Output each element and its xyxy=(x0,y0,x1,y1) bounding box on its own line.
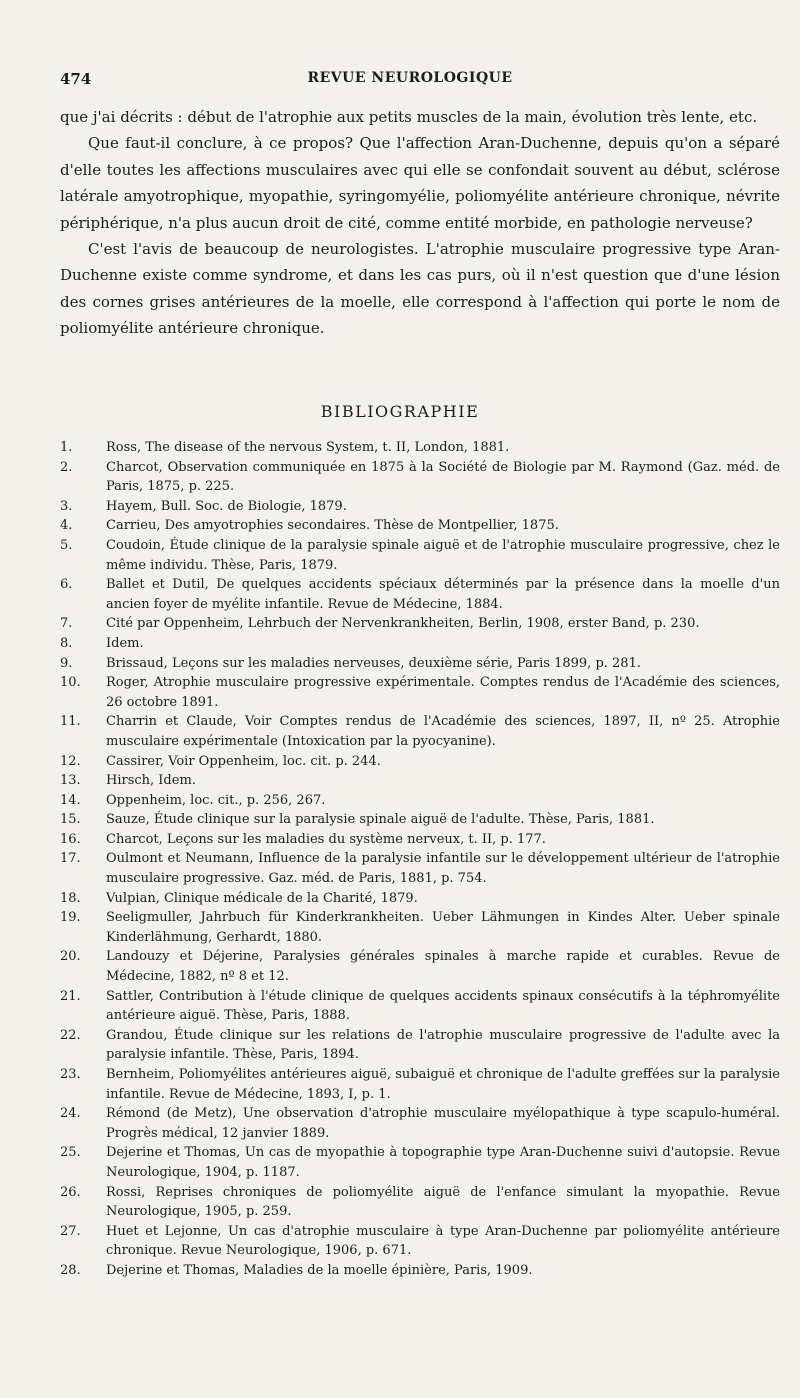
reference-text: Oulmont et Neumann, Influence de la paralysie infantile sur le développement ultérieur de l'atrophie musculaire progressive. Gaz. méd. de Paris, 1881, p. 754. xyxy=(106,851,780,887)
reference-item xyxy=(60,536,780,575)
reference-item xyxy=(60,516,780,536)
page-number: 474 xyxy=(60,70,92,88)
reference-number: 9. xyxy=(60,655,73,671)
reference-list xyxy=(60,438,780,1281)
reference-item xyxy=(60,614,780,634)
reference-text: Landouzy et Déjerine, Paralysies générales spinales à marche rapide et curables. Revue de Médecine, 1882, nº 8 et 12. xyxy=(106,949,780,985)
reference-text: Dejerine et Thomas, Un cas de myopathie à topographie type Aran-Duchenne suivi d'autopsie. Revue Neurologique, 1904, p. 1187. xyxy=(106,1145,780,1180)
reference-item xyxy=(60,712,780,751)
reference-text: Oppenheim, loc. cit., p. 256, 267. xyxy=(106,792,326,808)
reference-number: 11. xyxy=(60,714,81,730)
reference-item xyxy=(60,497,780,517)
reference-number: 28. xyxy=(60,1262,81,1278)
reference-number: 10. xyxy=(60,675,81,691)
reference-item xyxy=(60,947,780,986)
reference-number: 15. xyxy=(60,812,81,828)
reference-text: Coudoin, Étude clinique de la paralysie spinale aiguë et de l'atrophie musculaire progressive, chez le même individu. Thèse, Paris, 1879. xyxy=(106,537,780,573)
reference-item xyxy=(60,1183,780,1222)
reference-text: Hirsch, Idem. xyxy=(106,773,196,789)
reference-item xyxy=(60,908,780,947)
reference-item xyxy=(60,438,780,458)
reference-number: 12. xyxy=(60,753,81,769)
body-text xyxy=(60,104,780,342)
reference-item xyxy=(60,889,780,909)
reference-text: Cassirer, Voir Oppenheim, loc. cit. p. 244. xyxy=(106,753,381,769)
reference-item xyxy=(60,575,780,614)
reference-text: Seeligmuller, Jahrbuch für Kinderkrankheiten. Ueber Lähmungen in Kindes Alter. Ueber spinale Kinderlähmung, Gerhardt, 1880. xyxy=(106,910,780,945)
bibliography-title: BIBLIOGRAPHIE xyxy=(320,402,480,421)
reference-text: Huet et Lejonne, Un cas d'atrophie musculaire à type Aran-Duchenne par poliomyélite antérieure chronique. Revue Neurologique, 1906, p. 671. xyxy=(106,1223,780,1259)
reference-item xyxy=(60,849,780,888)
reference-text: Roger, Atrophie musculaire progressive expérimentale. Comptes rendus de l'Académie des sciences, 26 octobre 1891. xyxy=(106,675,780,710)
reference-text: Idem. xyxy=(106,635,144,651)
reference-item xyxy=(60,673,780,712)
page-header xyxy=(60,70,760,90)
reference-item xyxy=(60,1104,780,1143)
reference-number: 6. xyxy=(60,577,73,593)
reference-number: 20. xyxy=(60,949,81,965)
reference-text: Cité par Oppenheim, Lehrbuch der Nervenkrankheiten, Berlin, 1908, erster Band, p. 230. xyxy=(106,616,700,632)
reference-item xyxy=(60,830,780,850)
reference-number: 7. xyxy=(60,616,73,632)
reference-number: 19. xyxy=(60,910,81,926)
reference-text: Vulpian, Clinique médicale de la Charité, 1879. xyxy=(106,890,418,906)
reference-item xyxy=(60,1261,780,1281)
reference-number: 27. xyxy=(60,1223,81,1239)
reference-number: 14. xyxy=(60,792,81,808)
reference-number: 21. xyxy=(60,988,81,1004)
reference-text: Carrieu, Des amyotrophies secondaires. Thèse de Montpellier, 1875. xyxy=(106,518,559,534)
reference-text: Rémond (de Metz), Une observation d'atrophie musculaire myélopathique à type scapulo-huméral. Progrès médical, 12 janvier 1889. xyxy=(106,1106,780,1141)
reference-item xyxy=(60,987,780,1026)
reference-text: Grandou, Étude clinique sur les relations de l'atrophie musculaire progressive de l'adulte avec la paralysie infantile. Thèse, Paris, 1894. xyxy=(106,1027,780,1063)
reference-item xyxy=(60,1222,780,1261)
reference-item xyxy=(60,791,780,811)
reference-text: Dejerine et Thomas, Maladies de la moelle épinière, Paris, 1909. xyxy=(106,1262,533,1278)
paragraph: Que faut-il conclure, à ce propos? Que l'affection Aran-Duchenne, depuis qu'on a séparé d'elle toutes les affections musculaires avec qui elle se confondait souvent au début, sclérose latérale amyotrophique, myopathie, syringomyélie, poliomyélite antérieure chronique, névrite périphérique, n'a plus aucun droit de cité, comme entité morbide, en pathologie nerveuse? xyxy=(60,134,780,232)
reference-number: 23. xyxy=(60,1067,81,1082)
reference-number: 4. xyxy=(60,518,73,534)
reference-text: Charcot, Observation communiquée en 1875 à la Société de Biologie par M. Raymond (Gaz. méd. de Paris, 1875, p. 225. xyxy=(106,459,780,495)
paragraph: C'est l'avis de beaucoup de neurologistes. L'atrophie musculaire progressive type Aran-Duchenne existe comme syndrome, et dans les cas purs, où il n'est question que d'une lésion des cornes grises antérieures de la moelle, elle correspond à l'affection qui porte le nom de poliomyélite antérieure chronique. xyxy=(60,240,780,338)
reference-number: 18. xyxy=(60,890,81,906)
reference-number: 1. xyxy=(60,440,73,455)
reference-number: 3. xyxy=(60,498,73,514)
reference-item xyxy=(60,1143,780,1182)
reference-number: 24. xyxy=(60,1106,81,1122)
reference-item xyxy=(60,1026,780,1065)
reference-item xyxy=(60,634,780,654)
reference-number: 2. xyxy=(60,459,73,475)
reference-text: Hayem, Bull. Soc. de Biologie, 1879. xyxy=(106,498,347,514)
paragraph: que j'ai décrits : début de l'atrophie aux petits muscles de la main, évolution très lente, etc. xyxy=(60,108,758,126)
reference-number: 25. xyxy=(60,1145,81,1161)
reference-text: Rossi, Reprises chroniques de poliomyélite aiguë de l'enfance simulant la myopathie. Revue Neurologique, 1905, p. 259. xyxy=(106,1184,780,1220)
reference-text: Charcot, Leçons sur les maladies du système nerveux, t. II, p. 177. xyxy=(106,831,546,847)
reference-number: 5. xyxy=(60,537,73,553)
reference-item xyxy=(60,1065,780,1104)
reference-number: 17. xyxy=(60,851,81,867)
reference-number: 26. xyxy=(60,1184,81,1200)
reference-text: Sauze, Étude clinique sur la paralysie spinale aiguë de l'adulte. Thèse, Paris, 1881. xyxy=(106,812,655,828)
reference-number: 16. xyxy=(60,831,81,847)
reference-text: Charrin et Claude, Voir Comptes rendus de l'Académie des sciences, 1897, II, nº 25. Atrophie musculaire expérimentale (Intoxication par la pyocyanine). xyxy=(106,714,780,749)
reference-text: Bernheim, Poliomyélites antérieures aiguë, subaiguë et chronique de l'adulte greffées sur la paralysie infantile. Revue de Médecine, 1893, I, p. 1. xyxy=(106,1067,780,1102)
reference-text: Brissaud, Leçons sur les maladies nerveuses, deuxième série, Paris 1899, p. 281. xyxy=(106,655,641,671)
reference-item xyxy=(60,458,780,497)
reference-text: Ballet et Dutil, De quelques accidents spéciaux déterminés par la présence dans la moelle d'un ancien foyer de myélite infantile. Revue de Médecine, 1884. xyxy=(106,577,780,612)
reference-item xyxy=(60,654,780,674)
reference-number: 22. xyxy=(60,1027,81,1043)
reference-item xyxy=(60,810,780,830)
reference-number: 8. xyxy=(60,635,73,651)
reference-text: Sattler, Contribution à l'étude clinique de quelques accidents spinaux consécutifs à la téphromyélite antérieure aiguë. Thèse, Paris, 1888. xyxy=(106,988,780,1024)
reference-item xyxy=(60,771,780,791)
running-title: REVUE NEUROLOGIQUE xyxy=(307,70,513,86)
reference-item xyxy=(60,752,780,772)
reference-number: 13. xyxy=(60,773,81,789)
reference-text: Ross, The disease of the nervous System, t. II, London, 1881. xyxy=(106,440,510,455)
